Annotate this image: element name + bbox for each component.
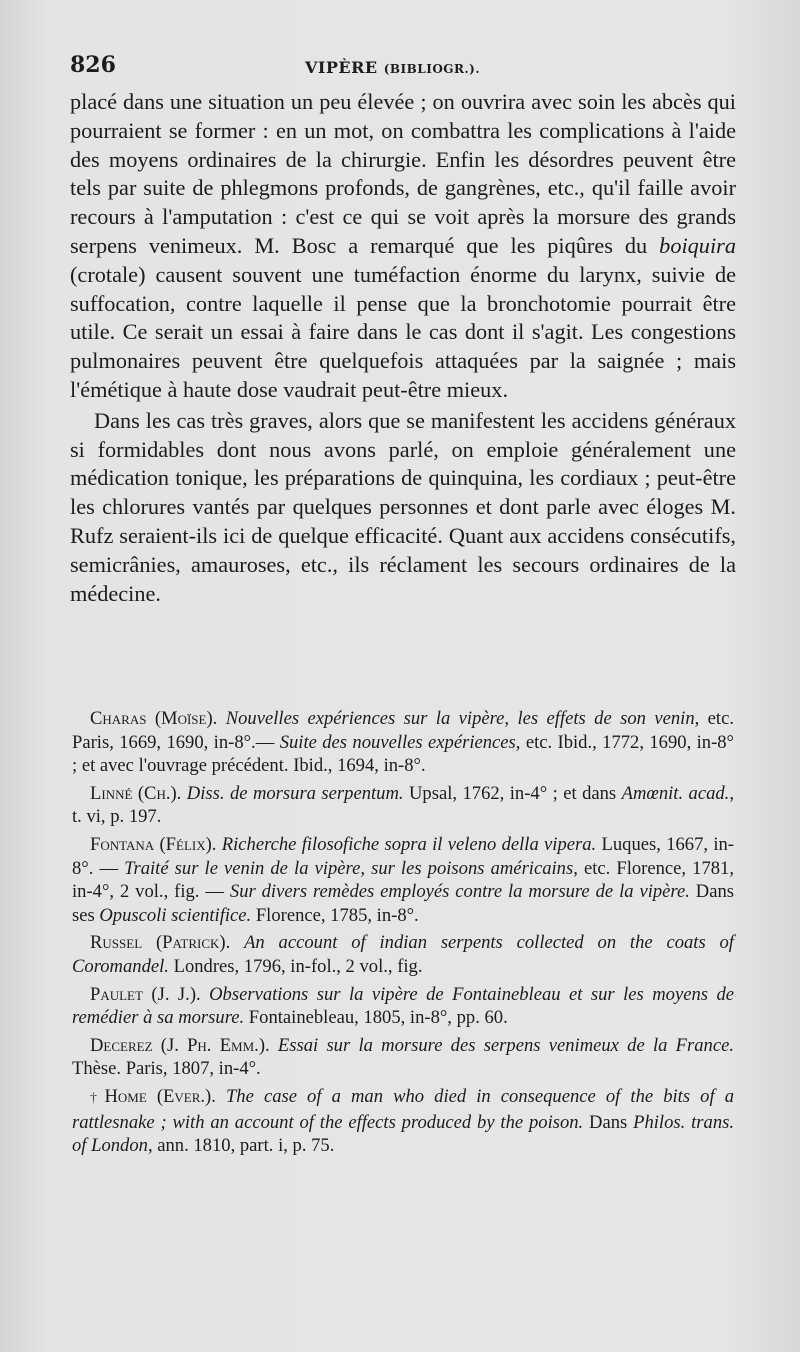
entry-author: Linné (Ch.).	[90, 782, 182, 804]
entry-text: , etc. Paris, 1669, 1690, in-8°.—	[72, 708, 734, 753]
entry-text: Londres, 1796, in-fol., 2 vol., fig.	[168, 955, 423, 977]
entry-text: Fontainebleau, 1805, in-8°, pp. 60.	[244, 1007, 508, 1029]
entry-title: The case of a man who died in consequence of the bits of a rattlesnake ; with an account of the effects produced by the poison.	[72, 1085, 734, 1133]
entry-text: Dans	[583, 1111, 634, 1133]
bibliography-entry	[72, 931, 734, 978]
entry-text	[230, 932, 244, 953]
entry-text	[216, 1086, 226, 1107]
entry-title: Observations sur la vipère de Fontainebleau et sur les moyens de remédier à sa morsure.	[72, 983, 734, 1029]
entry-title: Sur divers remèdes employés contre la morsure de la vipère.	[229, 881, 690, 903]
entry-author: Russel (Patrick).	[90, 932, 231, 954]
entry-text: Upsal, 1762, in-4° ; et dans	[403, 782, 622, 804]
entry-text: , t. vi, p. 197.	[72, 782, 734, 828]
entry-title: Nouvelles expériences sur la vipère, les effets de son venin	[225, 708, 695, 729]
entry-author: Charas (Moïse).	[90, 708, 218, 729]
body-text	[70, 88, 736, 608]
entry-title: Richerche filosofiche sopra il veleno della vipera.	[221, 833, 597, 855]
entry-text	[270, 1035, 278, 1056]
entry-marker: †	[90, 1090, 103, 1106]
entry-title: An account of indian serpents collected on the coats of Coromandel.	[72, 932, 734, 977]
paragraph-1-end: (crotale) causent souvent une tuméfaction énorme du larynx, suivie de suffocation, contre laquelle il pense que la bronchotomie pourrait être utile. Ce serait un essai à faire dans le cas dont il s'agit. Les congestions pulmonaires peuvent être quelquefois attaquées par la saignée ; mais l'émétique à haute dose vaudrait peut-être mieux.	[70, 261, 736, 402]
entry-title: Opuscoli scientifice.	[99, 904, 252, 926]
entry-title: Diss. de morsura serpentum.	[186, 782, 404, 804]
paragraph-2: Dans les cas très graves, alors que se manifestent les accidens généraux si formidables dont nous avons parlé, on emploie généralement une médication tonique, les préparations de quinquina, les cordiaux ; peut-être les chlorures vantés par quelques personnes et dont parle avec éloges M. Rufz seraient-ils ici de quelque efficacité. Quant aux accidens consécutifs, semicrânies, amauroses, etc., ils réclament les secours ordinaires de la médecine.	[70, 407, 736, 606]
bibliography-entry	[72, 1034, 734, 1081]
bibliography-entry	[72, 707, 734, 778]
paragraph-1-start: placé dans une situation un peu élevée ; on ouvrira avec soin les abcès qui pourraient se former : en un mot, on combattra les complications à l'aide des moyens ordinaires de la chirurgie. Enfin les désordres peuvent être tels par suite de phlegmons profonds, de gangrènes, etc., qu'il faille avoir recours à l'amputation : c'est ce qui se voit après la morsure des grands serpens venimeux. M. Bosc a remarqué que les piqûres du	[70, 89, 736, 258]
entry-text	[201, 984, 209, 1005]
entry-text	[217, 708, 225, 729]
entry-author: Home (Ever.).	[104, 1085, 216, 1107]
bibliography-entry	[72, 983, 734, 1030]
paragraph-1	[70, 88, 736, 405]
running-title	[305, 58, 480, 77]
entry-title: Amœnit. acad.	[621, 782, 730, 804]
entry-text: , ann. 1810, part. i, p. 75.	[147, 1135, 335, 1157]
entry-text: Luques, 1667, in-8°. —	[72, 833, 734, 879]
entry-author: Paulet (J. J.).	[90, 983, 201, 1005]
paragraph-1-italic-term: boiquira	[659, 232, 736, 258]
entry-title: Traité sur le venin de la vipère, sur les poisons américains	[124, 857, 574, 879]
running-head	[70, 52, 736, 82]
bibliography-entry	[72, 833, 734, 927]
entry-text: , etc. Ibid., 1772, 1690, in-8° ; et avec l'ouvrage précédent. Ibid., 1694, in-8°.	[72, 731, 734, 777]
entry-text: Thèse. Paris, 1807, in-4°.	[72, 1058, 261, 1080]
entry-title: Essai sur la morsure des serpens venimeux de la France.	[277, 1034, 734, 1056]
entry-title: Philos. trans. of London	[72, 1111, 734, 1157]
entry-text: Dans ses	[72, 881, 735, 926]
running-title-section: (BIBLIOGR.).	[383, 62, 481, 76]
bibliography-entry	[72, 782, 734, 829]
bibliography-entry	[72, 1085, 734, 1158]
entry-author: Decerez (J. Ph. Emm.).	[90, 1034, 270, 1056]
entry-text: Florence, 1785, in-8°.	[251, 904, 419, 926]
bibliography	[72, 707, 734, 1162]
entry-text: , etc. Florence, 1781, in-4°, 2 vol., fig. —	[72, 857, 734, 903]
entry-title: Suite des nouvelles expériences	[279, 731, 516, 753]
page-number: 826	[70, 52, 116, 78]
entry-author: Fontana (Félix).	[90, 833, 217, 855]
running-title-main: VIPÈRE	[305, 58, 378, 77]
